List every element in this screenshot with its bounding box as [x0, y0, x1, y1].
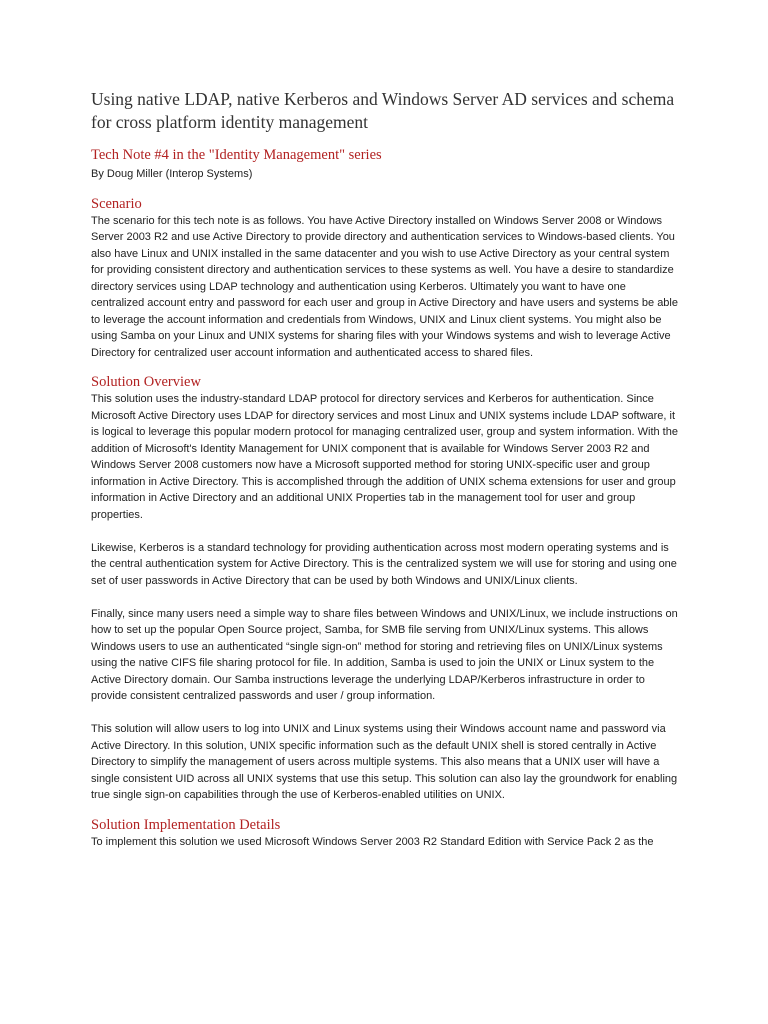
document-page [91, 88, 681, 850]
paragraph: Likewise, Kerberos is a standard technology for providing authentication across most modern operating systems and is the central authentication system for Active Directory. This is the centralized system we will use for storing and using one set of user passwords in Active Directory that can be used by both Windows and UNIX/Linux clients. [91, 541, 677, 587]
section-heading: Scenario [91, 195, 142, 212]
paragraph: This solution uses the industry-standard LDAP protocol for directory services and Kerberos for authentication. Since Microsoft Active Directory uses LDAP for directory services and most Linux and UNIX systems include LDAP software, it is logical to leverage this popular modern protocol for managing centralized user, group and system information. With the addition of Microsoft's Identity Management for UNIX component that is available for Windows Server 2003 R2 and Windows Server 2008 customers now have a Microsoft supported method for storing UNIX-specific user and group information in Active Directory. This is accomplished through the addition of UNIX schema extensions for user and group information in Active Directory and an additional UNIX Properties tab in the management tool for user and group properties. [91, 393, 678, 521]
paragraph: The scenario for this tech note is as follows. You have Active Directory installed on Windows Server 2008 or Windows Server 2003 R2 and use Active Directory to provide directory and authentication services to Windows-based clients. You also have Linux and UNIX installed in the same datacenter and you wish to use Active Directory as your central system for providing consistent directory and authentication services to these systems as well. You have a desire to standardize directory services using LDAP technology and authentication using Kerberos. Ultimately you want to have one centralized account entry and password for each user and group in Active Directory and have users and systems be able to leverage the account information and credentials from Windows, UNIX and Linux client systems. You might also be using Samba on your Linux and UNIX systems for sharing files with your Windows systems and wish to leverage Active Directory for centralized user account information and authenticated access to shared files. [91, 214, 678, 359]
document-title: Using native LDAP, native Kerberos and Windows Server AD services and schema for cross platform identity management [91, 89, 675, 132]
section-heading: Solution Implementation Details [91, 816, 281, 833]
paragraph: This solution will allow users to log into UNIX and Linux systems using their Windows account name and password via Active Directory. In this solution, UNIX specific information such as the default UNIX shell is stored centrally in Active Directory to simplify the management of users across multiple systems. This also means that a UNIX user will have a single consistent UID across all UNIX systems that use this setup. This solution can also lay the groundwork for enabling true single sign-on capabilities through the use of Kerberos-enabled utilities on UNIX. [91, 723, 678, 801]
section-implementation-details [91, 816, 681, 851]
paragraph: To implement this solution we used Microsoft Windows Server 2003 R2 Standard Edition with Service Pack 2 as the [91, 835, 654, 848]
section-scenario [91, 195, 681, 362]
section-heading: Solution Overview [91, 374, 201, 390]
document-byline: By Doug Miller (Interop Systems) [91, 168, 253, 180]
document-subtitle: Tech Note #4 in the "Identity Management" series [91, 147, 382, 163]
paragraph: Finally, since many users need a simple way to share files between Windows and UNIX/Linux, we include instructions on how to set up the popular Open Source project, Samba, for SMB file serving from UNIX/Linux systems. This allows Windows users to use an authenticated “single sign-on” method for storing and retrieving files on UNIX/Linux systems using the native CIFS file sharing protocol for file. In addition, Samba is used to join the UNIX or Linux system to the Active Directory domain. Our Samba instructions leverage the underlying LDAP/Kerberos infrastructure in order to provide consistent centralized passwords and user / group information. [91, 607, 678, 702]
section-solution-overview [91, 373, 681, 804]
